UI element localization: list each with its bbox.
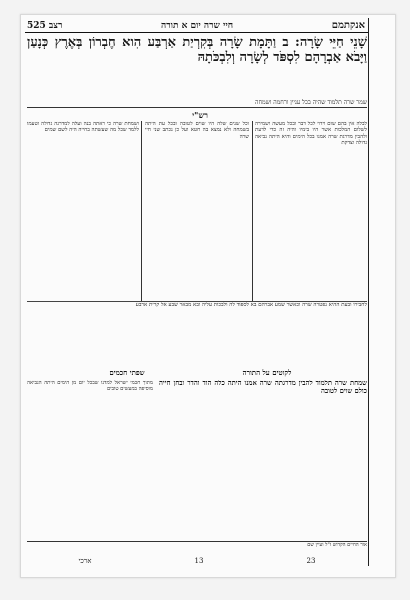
rashi-heading: רש"י (192, 110, 208, 120)
commentary-columns (27, 121, 367, 301)
lower-side-text: מתוך חכמי ישראל למדנו שבכל יום מן הימים היתה הנביאה מוסיפה במעשים טובים (27, 380, 153, 393)
lower-section (27, 368, 367, 540)
page-number-c: ארכי (78, 557, 92, 565)
commentary-column-left: ושמחת שרה כי ראתה בנה ועלה למדרגה גדולה וטעמו ללמד שכל מה שעשתה בחייה היה לשם שמים (27, 121, 139, 134)
torah-verse-text: שָׁנֵי חַיֵּי שָׂרָה: ב וַתָּמָת שָׂרָה בְּקִרְיַת אַרְבַּע הִוא חֶבְרוֹן בְּאֶרֶץ כְּנָעַן וַיָּבֹא אַבְרָהָם לִסְפֹּד לְשָׂרָה וְלִבְכֹּתָהּ (27, 35, 367, 65)
verse-subline: שמר שרה תלמוד שהיה בכל עניין ורחמה ושמחה (27, 98, 367, 108)
page-number: 525 רצב (27, 20, 63, 31)
header-title: חיי שרה יום א תורה (161, 20, 234, 31)
lower-left-header: שפתי חכמים (109, 368, 145, 377)
commentary-band: לחבירו ובעת ההיא נפטרה שרה וכאשר שמע אברהם בא לספוד לה ולבכות עליה ובא מבאר שבע אל קרית ארבע (27, 301, 367, 362)
lower-main-text: שמחת שרה תלמוד להבין מדרגתה שרה אמנו היתה כלה הוד והדר ובחן חייה כולם שוים לטובה (159, 380, 367, 395)
column-divider (141, 121, 142, 301)
page-frame (25, 18, 369, 566)
column-divider (252, 121, 253, 301)
lower-right-header: לקוטים על התורה (242, 368, 292, 377)
commentary-column-middle: וכל שנים שלה היו שוים לטובה ובכל עת היתה בשמחה ולא נמצא בה חטא ועל כן נכתב שני חיי שרה (145, 121, 249, 140)
page-number-a: 23 (306, 557, 316, 565)
page-number-row (27, 557, 367, 567)
header-right-title: אנקתמם (331, 19, 365, 31)
page-number-b: 13 (194, 557, 204, 565)
footnote-text: אור החיים הקדוש ז"ל ועיין שם (27, 541, 367, 556)
commentary-column-right: לבלה אין בהם שום וידוי לכל דבר ובכל מעשה ושמירה לשלום המלכות אשר היו בימיו והיה זה כדי לדעת ולהבין מדרגת שרה אמנו בכל הימים והיא היתה נביאה גדולה וצדקת (255, 121, 367, 147)
running-header (25, 18, 368, 33)
scanned-page (20, 14, 396, 578)
